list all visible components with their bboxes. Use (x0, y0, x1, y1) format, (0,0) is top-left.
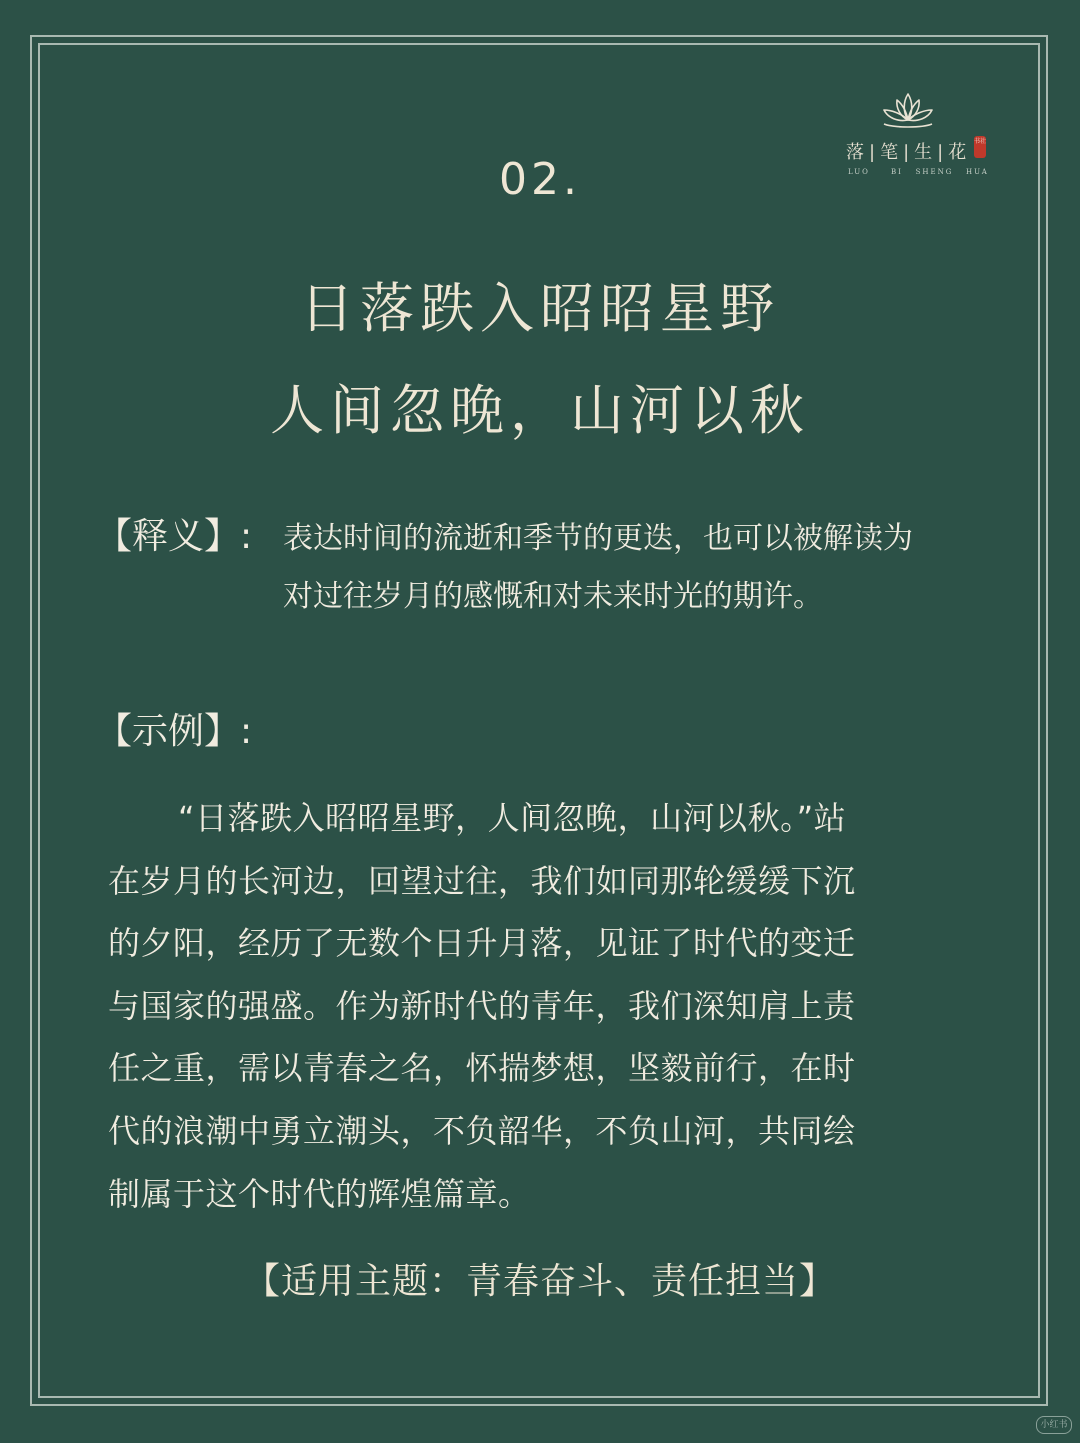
title-line-2: 人间忽晚，山河以秋 (270, 379, 810, 442)
example-line: 任之重，需以青春之名，怀揣梦想，坚毅前行，在时 (108, 1049, 856, 1088)
example-line: “日落跌入昭昭星野，人间忽晚，山河以秋。”站 (178, 799, 847, 837)
example-line: 与国家的强盛。作为新时代的青年，我们深知肩上责 (108, 986, 856, 1025)
meaning-label: 【释义】: (96, 516, 253, 557)
lotus-icon (876, 88, 940, 132)
logo-pinyin: LUO BI SHENG HUA (848, 168, 989, 176)
example-line: 制属于这个时代的辉煌篇章。 (108, 1174, 531, 1213)
example-paragraph (108, 787, 968, 1225)
title-line-1: 日落跌入昭昭星野 (300, 277, 780, 340)
example-label: 【示例】: (96, 711, 253, 752)
logo-seal: 书社 (974, 136, 986, 158)
section-number: 02. (499, 154, 581, 205)
theme-text: 【适用主题：青春奋斗、责任担当】 (243, 1261, 836, 1302)
example-line: 的夕阳，经历了无数个日升月落，见证了时代的变迁 (108, 924, 856, 963)
logo-title: 落|笔|生|花 (846, 142, 972, 163)
example-line: 在岁月的长河边，回望过往，我们如同那轮缓缓下沉 (108, 861, 856, 900)
watermark-badge: 小红书 (1036, 1416, 1072, 1434)
meaning-text: 表达时间的流逝和季节的更迭，也可以被解读为 对过往岁月的感慨和对未来时光的期许。 (283, 521, 913, 614)
example-line: 代的浪潮中勇立潮头，不负韶华，不负山河，共同绘 (108, 1111, 856, 1150)
